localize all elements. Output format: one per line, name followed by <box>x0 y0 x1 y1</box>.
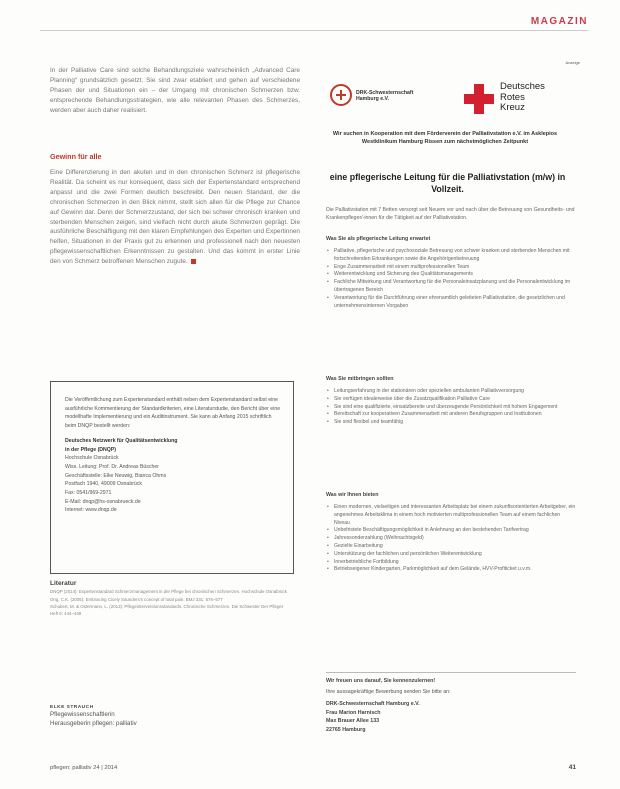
section-heading: Gewinn für alle <box>50 152 102 161</box>
wordmark-line: Rotes <box>500 91 525 103</box>
drk-emblem-icon <box>330 84 352 106</box>
info-line: Hochschule Osnabrück <box>65 455 119 462</box>
list-item: • Unbefristete Beschäftigungsmöglichkeit in Anlehnung an den bestehenden Tarifvertrag <box>326 527 576 535</box>
author-name: ELKE STRAUCH <box>50 705 94 710</box>
info-org-line2: in der Pflege (DNQP) <box>65 446 117 453</box>
literature-title: Literatur <box>50 580 77 587</box>
author-role: Pflegewissenschaftlerin <box>50 711 115 718</box>
author-block <box>50 705 250 728</box>
list-item: • Palliative, pflegerische und psychosoziale Betreuung von schwer kranken und sterbenden Menschen mit fortschreitenden Erkrankungen sowie die Angehörigenbetreuung <box>326 248 576 264</box>
closing-heading: Wir freuen uns darauf, Sie kennenzulernen! <box>326 678 436 684</box>
literature-item: Schubert, M. & Ostermann, L. (2013): Pflegeinterventionsstandards. Chronische Schmerzen. Die Schwester Der Pfleger Heft 5: 444–448 <box>50 604 284 616</box>
contact-line: 22765 Hamburg <box>326 726 366 733</box>
author-role: Herausgeberin pflegen: palliativ <box>50 720 137 727</box>
list-item: • Betriebseigener Kindergarten, Parkmöglichkeit auf dem Gelände, HVV-Profiticket u.v.m. <box>326 566 576 574</box>
drk-logo-line: DRK-Schwesternschaft <box>356 90 414 96</box>
ad-section-list <box>326 388 576 427</box>
info-intro: Die Veröffentlichung zum Expertenstandard enthält neben dem Expertenstandard selbst eine ausführliche Kommentierung der Standardkriterien, eine Literaturstudie, den Bericht über eine modellhafte Implementierung und ein Auditinstrument. Sie kann ab Anfang 2015 schriftlich beim DNQP bestellt werden: <box>65 397 281 430</box>
footer-issue: pflegen: palliativ 24 | 2014 <box>50 765 118 771</box>
red-cross-logo <box>464 82 574 118</box>
list-item: • Unterstützung der fachlichen und persönlichen Weiterentwicklung <box>326 551 576 559</box>
job-title: eine pflegerische Leitung für die Palliativstation (m/w) in Vollzeit. <box>329 172 566 194</box>
main-paragraph-text: Eine Differenzierung in den akuten und in den chronischen Schmerz ist pflegerische Realität. Da scheint es nur konsequent, dass sich der Expertenstandard entsprechend anpasst und die zwei Formen deutlich beschreibt. Den neuen Standard, der die chronischen Schmerzen in den Blick nimmt, stellt sich allen für die Pflege zur Chance auf Gewinn dar. Denn der Schmerzzustand, der sich bei schwer chronisch kranken und sterbenden Menschen zeigen, sind vielfach nicht durch akute Schmerzen geprägt. Die ausführliche Beschäftigung mit den klaren Empfehlungen des Experten und Expertinnen helfen, Situationen in der Praxis gut zu erkennen und professionell nach den neuesten pflegewissenschaftlichen Erkenntnissen zu gestalten. Und das kommt in erster Linie den von Schmerz betroffenen Menschen zugute. <box>50 169 300 266</box>
section-label: MAGAZIN <box>530 16 588 27</box>
contact-address <box>326 700 486 734</box>
list-item: • Sie verfügen idealerweise über die Zusatzqualifikation Palliative Care <box>326 396 576 404</box>
contact-line: DRK-Schwesternschaft Hamburg e.V. <box>326 701 420 707</box>
contact-line: Max Brauer Allee 133 <box>326 718 380 724</box>
list-item: • Bereitschaft zur kooperativen Zusammenarbeit mit anderen Berufsgruppen und Institutionen <box>326 411 576 419</box>
literature-section <box>50 580 290 618</box>
list-item: • Sie sind flexibel und teamfähig <box>326 419 576 427</box>
ad-section-list <box>326 248 576 310</box>
list-item: • Enge Zusammenarbeit mit einem multiprofessionellen Team <box>326 264 576 272</box>
ad-section-heading: Was wir Ihnen bieten <box>326 492 379 498</box>
list-item: • Verantwortung für die Durchführung einer ehrenamtlich geleiteten Palliativstation, die gesetzlichen und unternehmensinternen Vorgaben <box>326 295 576 311</box>
contact-line: Frau Marion Harnisch <box>326 709 381 716</box>
wordmark-line: Deutsches <box>500 81 545 92</box>
info-line: Wiss. Leitung: Prof. Dr. Andreas Büscher <box>65 463 159 470</box>
info-website[interactable]: Internet: www.dnqp.de <box>65 507 117 514</box>
drk-logo-text <box>356 90 413 103</box>
main-paragraph <box>50 168 300 267</box>
drk-logo-line: Hamburg e.V. <box>356 96 389 103</box>
closing-text: Ihre aussagekräftige Bewerbung senden Sie bitte an: <box>326 689 451 695</box>
ad-section-heading: Was Sie als pflegerische Leitung erwartet <box>326 236 431 242</box>
red-cross-icon <box>464 84 494 114</box>
ad-label: Anzeige <box>565 60 580 65</box>
list-item: • Einen modernen, vielseitigen und interessanten Arbeitsplatz bei einem zukunftsorientierten Arbeitgeber, ein angenehmes Arbeitsklima in einem hoch motivierten multiprofessionellen Team auf einem fachlichen Niveau <box>326 504 576 527</box>
ad-intro: Wir suchen in Kooperation mit dem Förderverein der Palliativstation e.V. im Asklepios Westklinikum Hamburg Rissen zum nächstmöglichen Zeitpunkt <box>332 131 558 146</box>
divider <box>326 672 576 673</box>
literature-item: Ong, C.K. (2005): Embracing Cicely Saunders's concept of total pain. BMJ 331: 576–577 <box>50 596 223 602</box>
header-rule <box>40 30 588 31</box>
list-item: • Fachliche Mitwirkung und Verantwortung für die Personaleinsatzplanung und die Personalentwicklung im übertragenen Bereich <box>326 279 576 295</box>
list-item: • Innerbetriebliche Fortbildung <box>326 559 576 567</box>
literature-item: DNQP (2014): Expertenstandard Schmerzmanagement in der Pflege bei chronischen Schmerzen. Hochschule Osnabrück <box>50 589 287 594</box>
wordmark-line: Kreuz <box>500 102 525 113</box>
end-mark-icon <box>191 259 196 264</box>
list-item: • Jahressonderzahlung (Weihnachtsgeld) <box>326 535 576 543</box>
red-cross-wordmark <box>500 82 545 114</box>
drk-schwesternschaft-logo <box>330 82 442 110</box>
ad-description: Die Palliativstation mit 7 Betten versorgt seit Neuem vor und nach über die Betreuung von Gesundheits- und Krankenpfleger/-innen für die Tätigkeit auf der Palliativstation. <box>326 207 575 221</box>
intro-paragraph: In der Palliative Care sind solche Behandlungsziele wahrscheinlich „Advanced Care Planning“ grundsätzlich gesetzt. Sie sind zwar etabliert und gehen auf verschiedene Phasen der und Situationen ein – der Umgang mit chronischen Schmerzen bzw. entsprechende Behandlungsstrategien, wie alle relevanten Phasen des Schmerzes, werden aber auch daher realisiert. <box>50 67 300 114</box>
list-item: • Sie sind eine qualifizierte, einsatzbereite und überzeugende Persönlichkeit mit hohem Engagement <box>326 404 576 412</box>
ad-section-heading: Was Sie mitbringen sollten <box>326 376 394 382</box>
info-line: Geschäftsstelle: Elke Neuwig, Bianca Ohms <box>65 472 167 479</box>
list-item: • Gezielte Einarbeitung <box>326 543 576 551</box>
list-item: • Leitungserfahrung in der stationären oder speziellen ambulanten Palliativversorgung <box>326 388 576 396</box>
info-line: Postfach 1940, 49009 Osnabrück <box>65 481 142 488</box>
info-line: Fax: 0541/969-2971 <box>65 490 112 497</box>
info-org-line1: Deutsches Netzwerk für Qualitätsentwicklung <box>65 437 178 444</box>
publication-info-box <box>50 381 294 574</box>
list-item: • Weiterentwicklung und Sicherung des Qualitätsmanagements <box>326 271 576 279</box>
ad-section-list <box>326 504 576 574</box>
page-number: 41 <box>568 764 576 771</box>
info-email[interactable]: E-Mail: dnqp@hs-osnabrueck.de <box>65 498 141 505</box>
